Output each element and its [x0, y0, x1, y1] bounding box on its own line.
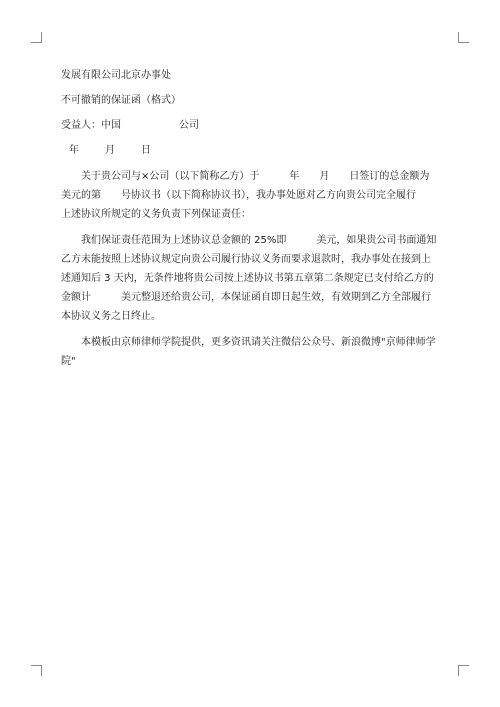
paragraph-line: 上述协议所规定的义务负责下列保证责任：: [61, 209, 251, 220]
paragraph-template-note: [61, 333, 441, 371]
paragraph-line: 本协议义务之日终止。: [61, 311, 161, 322]
crop-mark-top-left: [31, 32, 42, 43]
crop-mark-bottom-left: [31, 665, 42, 676]
paragraph-line: 本模板由京师律师学院提供，更多资讯请关注微信公众号、新浪微博"京师律师学: [81, 337, 436, 348]
recipient-line: 发展有限公司北京办事处: [61, 70, 171, 81]
beneficiary-line: [61, 116, 441, 135]
paragraph-line: 述通知后 3 天内，无条件地将贵公司按上述协议书第五章第二条规定已支付给乙方的: [61, 273, 434, 284]
crop-mark-top-right: [458, 32, 469, 43]
paragraph-line: 乙方未能按照上述协议规定向贵公司履行协议义务而要求退款时，我办事处在接到上: [61, 254, 431, 265]
paragraph-line: 美元的第 号协议书（以下简称协议书），我办事处愿对乙方向贵公司完全履行: [61, 190, 416, 201]
document-title: 不可撤销的保证函（格式）: [61, 95, 181, 106]
paragraph-line: 院": [61, 356, 76, 367]
beneficiary-suffix: 公司: [179, 120, 199, 131]
paragraph-line: 关于贵公司与×公司（以下简称乙方）于 年 月 日签订的总金额为: [81, 171, 430, 182]
beneficiary-prefix: 受益人：中国: [61, 120, 121, 131]
paragraph-line: 金额计 美元整退还给贵公司，本保证函自即日起生效，有效期到乙方全部履行: [61, 292, 431, 303]
date-day: 日: [141, 145, 151, 156]
crop-mark-bottom-right: [458, 665, 469, 676]
paragraph-guarantee-scope: [61, 231, 441, 326]
paragraph-agreement: [61, 167, 441, 224]
date-line: [61, 141, 441, 160]
paragraph-line: 我们保证责任范围为上述协议总金额的 25%即 美元，如果贵公司书面通知: [81, 235, 437, 246]
date-month: 月: [105, 145, 115, 156]
date-year: 年: [69, 145, 79, 156]
document-body: [61, 66, 441, 371]
